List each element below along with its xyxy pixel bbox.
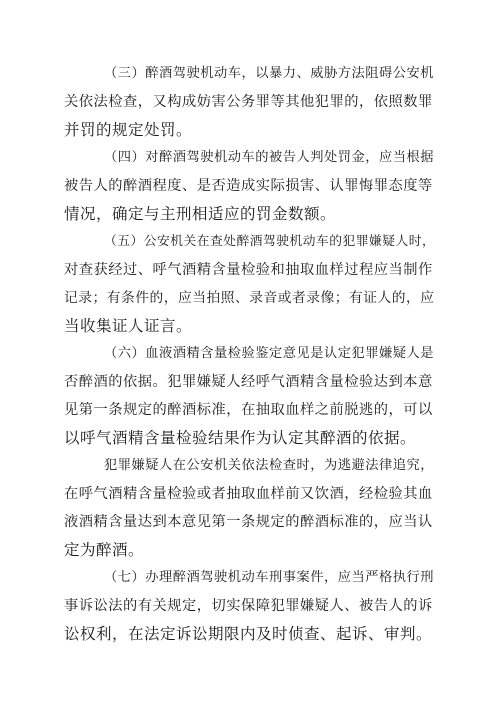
line-14: 以呼气酒精含量检验结果作为认定其醉酒的依据。 — [64, 429, 417, 447]
line-01: （三）醉酒驾驶机动车，以暴力、威胁方法阻碍公安机 — [104, 66, 435, 81]
line-21: 讼权利，在法定诉讼期限内及时侦查、起诉、审判。 — [64, 625, 433, 643]
line-16: 在呼气酒精含量检验或者抽取血样前又饮酒，经检验其血 — [64, 486, 433, 502]
line-03: 并罚的规定处罚。 — [64, 121, 193, 139]
line-07: （五）公安机关在查处醉酒驾驶机动车的犯罪嫌疑人时， — [104, 234, 436, 249]
line-20: 事诉讼法的有关规定，切实保障犯罪嫌疑人、被告人的诉 — [64, 598, 433, 614]
line-10: 当收集证人证言。 — [64, 317, 193, 335]
line-17: 液酒精含量达到本意见第一条规定的醉酒标准的，应当认 — [64, 514, 433, 530]
line-02: 关依法检查，又构成妨害公务罪等其他犯罪的，依照数罪 — [64, 94, 433, 110]
line-11: （六）血液酒精含量检验鉴定意见是认定犯罪嫌疑人是 — [104, 346, 435, 361]
line-12: 否醉酒的依据。犯罪嫌疑人经呼气酒精含量检验达到本意 — [64, 374, 433, 390]
line-13: 见第一条规定的醉酒标准，在抽取血样之前脱逃的，可以 — [64, 402, 433, 418]
line-04: （四）对醉酒驾驶机动车的被告人判处罚金，应当根据 — [104, 150, 435, 165]
line-05: 被告人的醉酒程度、是否造成实际损害、认罪悔罪态度等 — [64, 178, 433, 194]
line-15: 犯罪嫌疑人在公安机关依法检查时，为逃避法律追究， — [104, 458, 435, 473]
line-09: 记录；有条件的，应当拍照、录音或者录像；有证人的，应 — [64, 290, 435, 306]
line-08: 对查获经过、呼气酒精含量检验和抽取血样过程应当制作 — [64, 262, 433, 278]
line-19: （七）办理醉酒驾驶机动车刑事案件，应当严格执行刑 — [104, 570, 435, 585]
line-06: 情况，确定与主刑相适应的罚金数额。 — [64, 205, 337, 223]
line-18: 定为醉酒。 — [64, 541, 145, 559]
